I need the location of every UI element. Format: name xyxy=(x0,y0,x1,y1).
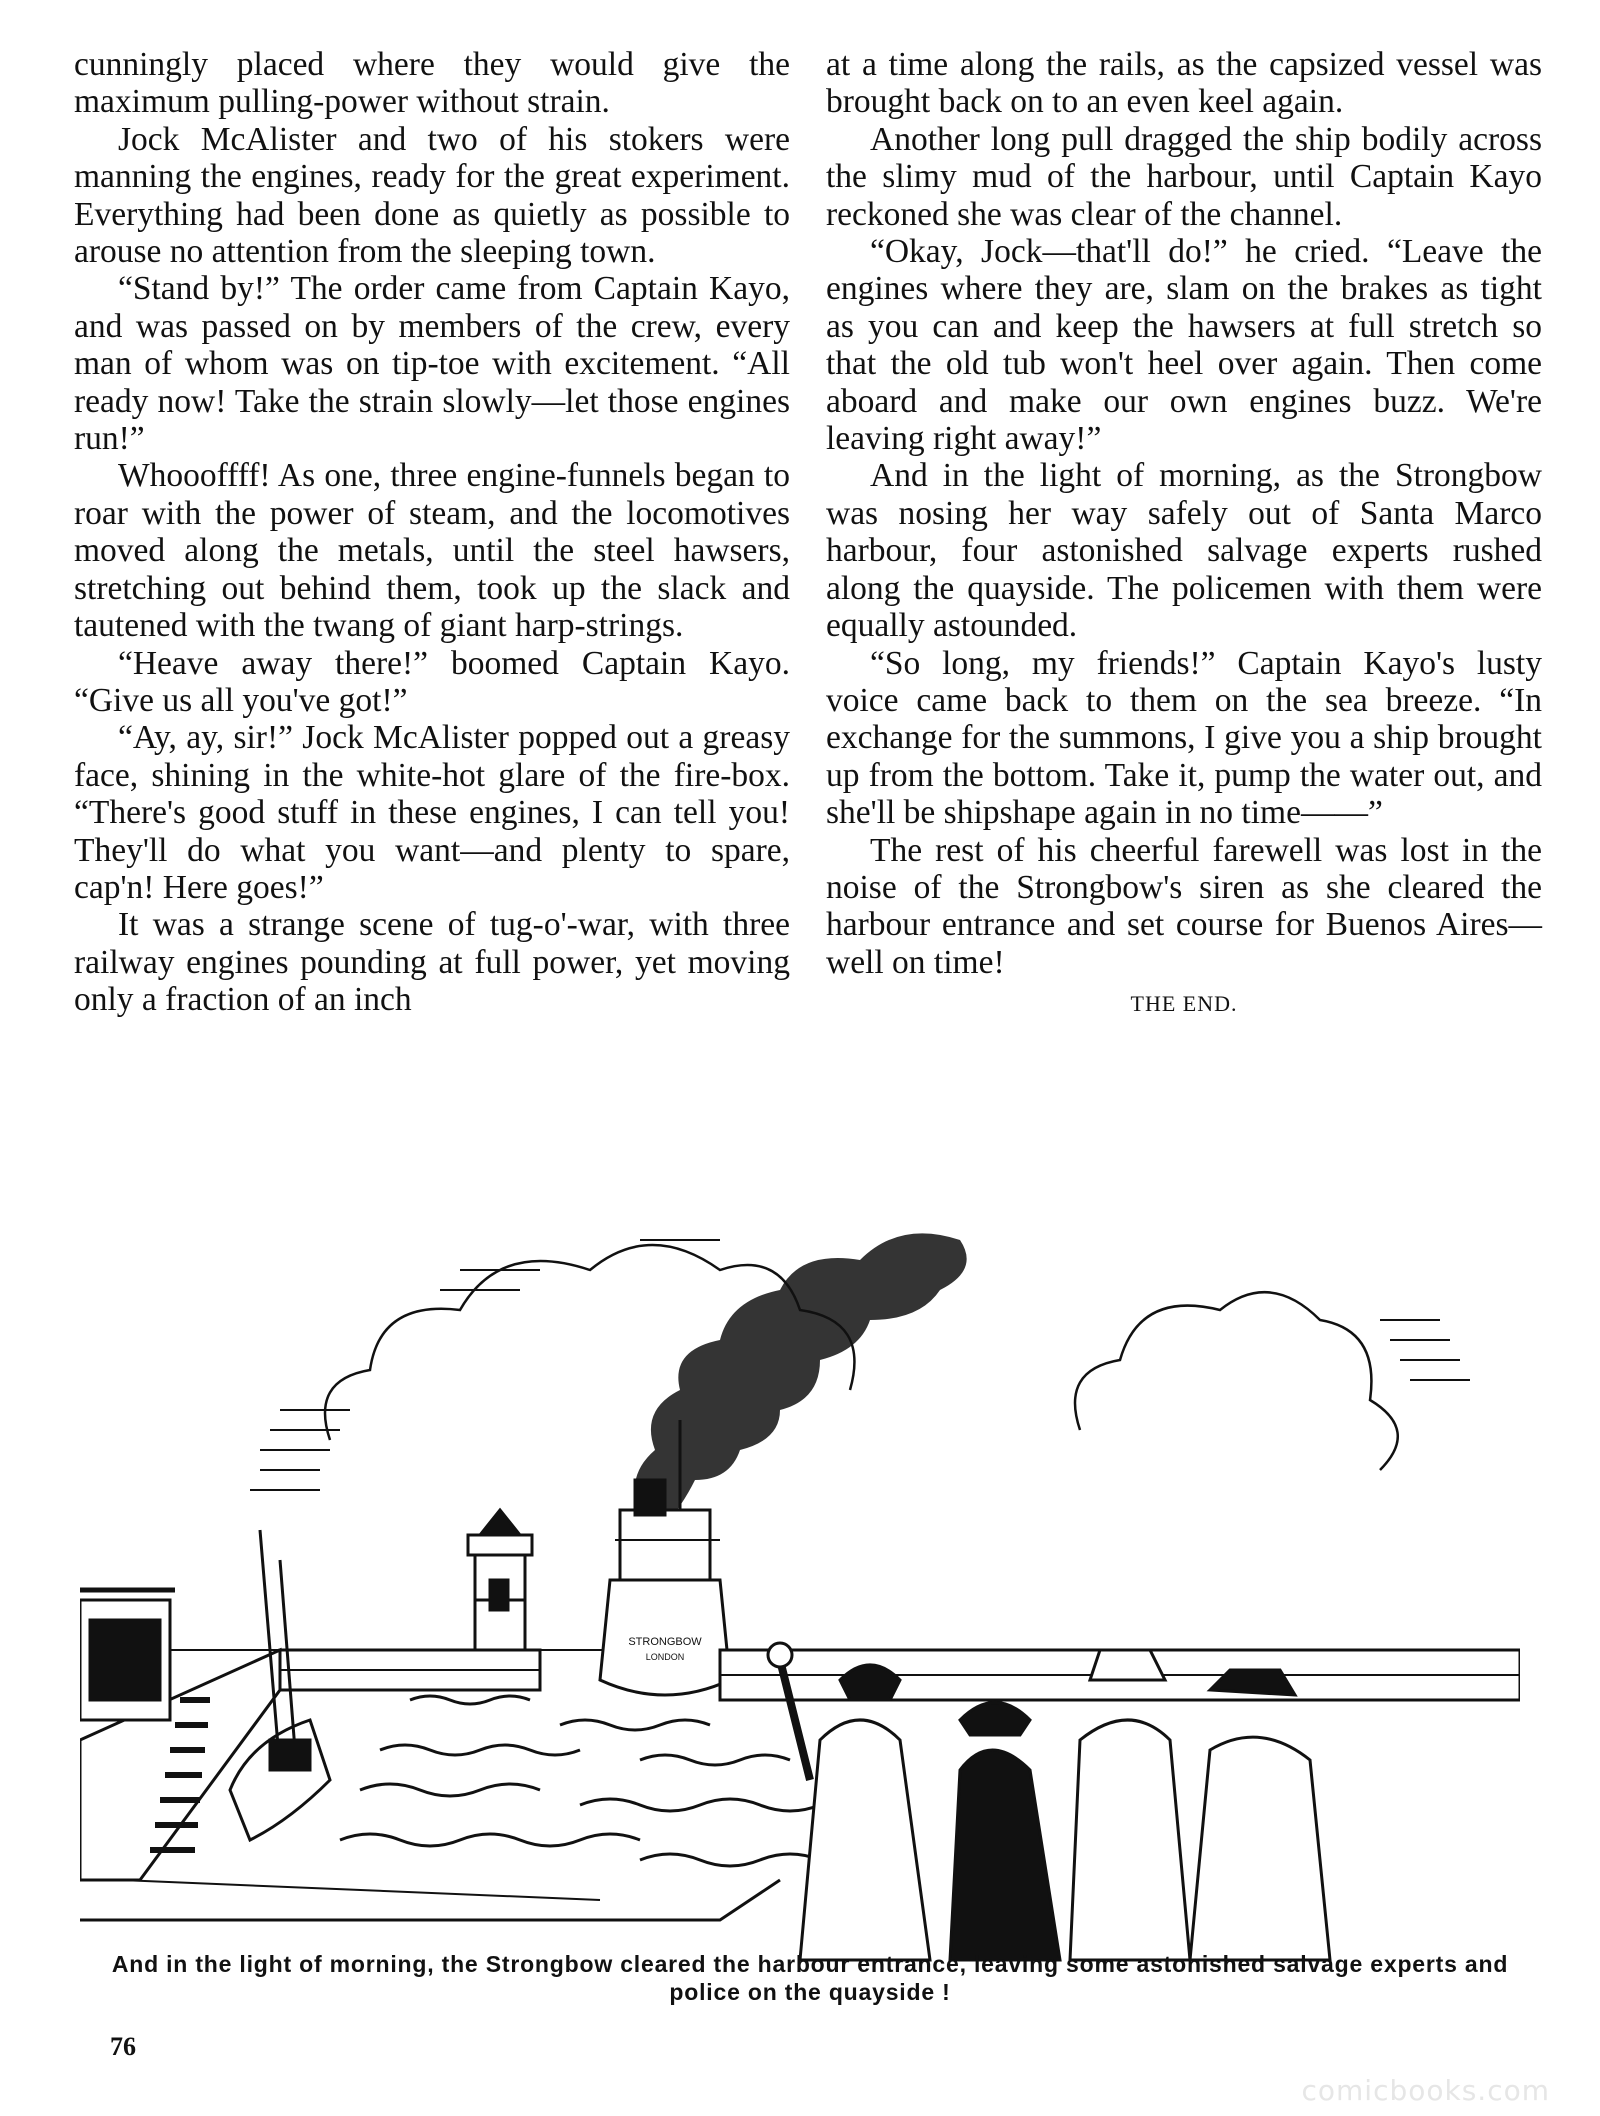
paragraph: “So long, my friends!” Captain Kayo's lusty voice came back to them on the sea breeze. “In exchange for the summons, I give you a ship brought up from the bottom. Take it, pump the water out, and she'll be shipshape again in no time——” xyxy=(826,644,1542,832)
ship-smoke xyxy=(635,1233,967,1530)
right-column xyxy=(826,46,1542,1023)
paragraph: “Heave away there!” boomed Captain Kayo. “Give us all you've got!” xyxy=(74,644,790,719)
paragraph: “Stand by!” The order came from Captain Kayo, and was passed on by members of the crew, every man of whom was on tip-toe with excitement. “All ready now! Take the strain slowly—let those engines run!” xyxy=(74,270,790,458)
paragraph: Whoooffff! As one, three engine-funnels began to roar with the power of steam, and the locomotives moved along the metals, until the steel hawsers, stretching out behind them, took up the slack and tautened with the twang of giant harp-strings. xyxy=(74,457,790,645)
harbour-illustration xyxy=(80,1180,1520,1970)
paragraph: cunningly placed where they would give the maximum pulling-power without strain. xyxy=(74,46,790,121)
harbour-water xyxy=(340,1696,820,1866)
ship-port: LONDON xyxy=(645,1652,685,1662)
paragraph: And in the light of morning, as the Strongbow was nosing her way safely out of Santa Marco harbour, four astonished salvage experts rushed along the quayside. The policemen with them were equally astounded. xyxy=(826,457,1542,645)
story-text xyxy=(74,46,1540,1146)
the-end-label: THE END. xyxy=(1130,991,1238,1017)
page-number: 76 xyxy=(110,2032,136,2061)
paragraph: The rest of his cheerful farewell was lost in the noise of the Strongbow's siren as she cleared the harbour entrance and set course for Buenos Aires—well on time! xyxy=(826,831,1542,981)
left-column xyxy=(74,46,790,1019)
paragraph: It was a strange scene of tug-o'-war, with three railway engines pounding at full power, yet moving only a fraction of an inch xyxy=(74,906,790,1019)
paragraph: “Okay, Jock—that'll do!” he cried. “Leave the engines where they are, slam on the brakes as tight as you can and keep the hawsers at full stretch so that the old tub won't heel over again. Then come aboard and make our own engines buzz. We're leaving right away!” xyxy=(826,233,1542,458)
ship-name: STRONGBOW xyxy=(628,1636,702,1648)
paragraph: Another long pull dragged the ship bodily across the slimy mud of the harbour, until Captain Kayo reckoned she was clear of the channel. xyxy=(826,120,1542,233)
harbour-building xyxy=(80,1590,175,1720)
lighthouse xyxy=(468,1510,532,1660)
paragraph: at a time along the rails, as the capsized vessel was brought back on to an even keel again. xyxy=(826,46,1542,121)
paragraph: Jock McAlister and two of his stokers were manning the engines, ready for the great experiment. Everything had been done as quietly as possible to arouse no attention from the sleeping town. xyxy=(74,120,790,271)
illustration-caption: And in the light of morning, the Strongbow cleared the harbour entrance, leaving some astonished salvage experts and police on the quayside ! xyxy=(111,1951,1509,2005)
paragraph: “Ay, ay, sir!” Jock McAlister popped out a greasy face, shining in the white-hot glare of the fire-box. “There's good stuff in these engines, I can tell you! They'll do what you want—and plenty to spare, cap'n! Here goes!” xyxy=(74,719,790,906)
watermark: comicbooks.com xyxy=(1301,2074,1550,2107)
